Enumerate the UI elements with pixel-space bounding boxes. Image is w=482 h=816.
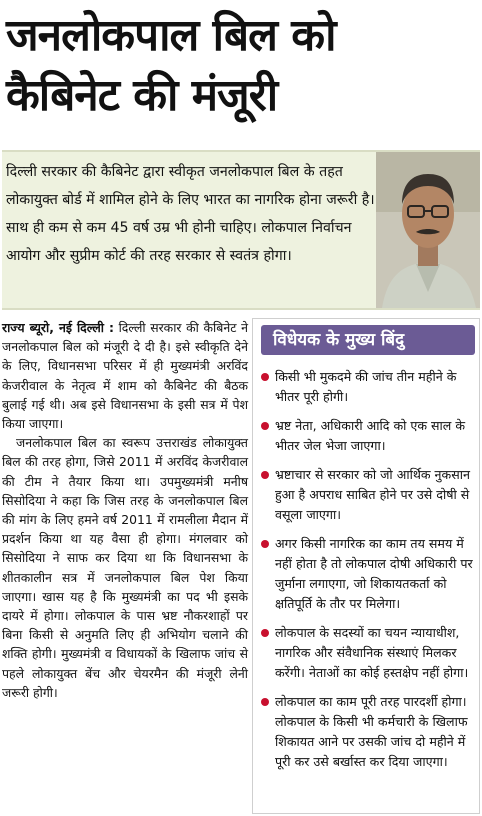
highlight-box bbox=[2, 150, 480, 310]
key-points-box bbox=[252, 318, 480, 814]
key-points-title: विधेयक के मुख्य बिंदु bbox=[273, 330, 405, 350]
article-body bbox=[2, 318, 248, 702]
list-item-text: लोकपाल के सदस्यों का चयन न्यायाधीश, नागरिक और संवैधानिक संस्थाएं मिलकर करेंगी। नेताओं का कोई हस्तक्षेप नहीं होगा। bbox=[275, 625, 469, 680]
headline-line-1: जनलोकपाल बिल को bbox=[6, 10, 336, 61]
list-item-text: भ्रष्ट नेता, अधिकारी आदि को एक साल के भीतर जेल भेजा जाएगा। bbox=[275, 418, 466, 453]
key-points-header bbox=[261, 325, 475, 355]
list-item bbox=[259, 465, 475, 525]
list-item-text: अगर किसी नागरिक का काम तय समय में नहीं होता है तो लोकपाल दोषी अधिकारी पर जुर्माना लगाएगा, जो शिकायतकर्ता को क्षतिपूर्ति के तौर पर मिलेगा। bbox=[275, 536, 473, 611]
headline bbox=[0, 0, 482, 150]
bullet-icon bbox=[261, 373, 269, 381]
highlight-text: दिल्ली सरकार की कैबिनेट द्वारा स्वीकृत जनलोकपाल बिल के तहत लोकायुक्त बोर्ड में शामिल होने के लिए भारत का नागरिक होना जरूरी है। साथ ही कम से कम 45 वर्ष उम्र भी होनी चाहिए। लोकपाल निर्वाचन आयोग और सुप्रीम कोर्ट की तरह सरकार से स्वतंत्र होगा। bbox=[6, 164, 375, 264]
article-paragraph bbox=[2, 318, 248, 433]
list-item bbox=[259, 692, 475, 772]
list-item bbox=[259, 534, 475, 614]
article-dateline: राज्य ब्यूरो, नई दिल्ली : bbox=[2, 320, 114, 335]
list-item-text: लोकपाल का काम पूरी तरह पारदर्शी होगा। लोकपाल के किसी भी कर्मचारी के खिलाफ शिकायत आने पर उसकी जांच दो महीने में पूरी कर उसे बर्खास्त कर दिया जाएगा। bbox=[275, 694, 468, 769]
article-paragraph-1: दिल्ली सरकार की कैबिनेट ने जनलोकपाल बिल को मंजूरी दे दी है। इसे स्वीकृति देने के लिए, विधानसभा परिसर में ही मुख्यमंत्री अरविंद केजरीवाल के नेतृत्व में शाम को कैबिनेट की बैठक बुलाई गई थी। अब इसे विधानसभा के इसी सत्र में पेश किया जाएगा। bbox=[2, 320, 248, 432]
list-item-text: भ्रष्टाचार से सरकार को जो आर्थिक नुकसान हुआ है अपराध साबित होने पर उसे दोषी से वसूला जाएगा। bbox=[275, 467, 470, 522]
bullet-icon bbox=[261, 540, 269, 548]
bullet-icon bbox=[261, 698, 269, 706]
bullet-icon bbox=[261, 471, 269, 479]
bullet-icon bbox=[261, 422, 269, 430]
list-item bbox=[259, 367, 475, 407]
headline-line-2: कैबिनेट की मंजूरी bbox=[6, 70, 278, 121]
bullet-icon bbox=[261, 629, 269, 637]
key-points-list bbox=[259, 367, 475, 781]
list-item bbox=[259, 416, 475, 456]
article-paragraph-2: जनलोकपाल बिल का स्वरूप उत्तराखंड लोकायुक्त बिल की तरह होगा, जिसे 2011 में अरविंद केजरीवाल की टीम ने तैयार किया था। उपमुख्यमंत्री मनीष सिसोदिया ने कहा कि जिस तरह के जनलोकपाल बिल की मांग के लिए हमने वर्ष 2011 में रामलीला मैदान में प्रदर्शन किया था यह वैसा ही होगा। मंगलवार को सिसोदिया ने साफ कर दिया था कि विधानसभा के शीतकालीन सत्र में जनलोकपाल बिल पेश किया जाएगा। खास यह है कि मुख्यमंत्री का पद भी इसके दायरे में होगा। लोकपाल के पास भ्रष्ट नौकरशाहों पर बिना किसी से अनुमति लिए ही अभियोग चलाने की शक्ति होगी। मुख्यमंत्री व विधायकों के खिलाफ जांच से पहले लोकायुक्त बेंच और चेयरमैन की मंजूरी लेनी जरूरी होगी। bbox=[2, 435, 248, 700]
list-item-text: किसी भी मुकदमे की जांच तीन महीने के भीतर पूरी होगी। bbox=[275, 369, 457, 404]
list-item bbox=[259, 623, 475, 683]
portrait-photo bbox=[376, 152, 480, 308]
